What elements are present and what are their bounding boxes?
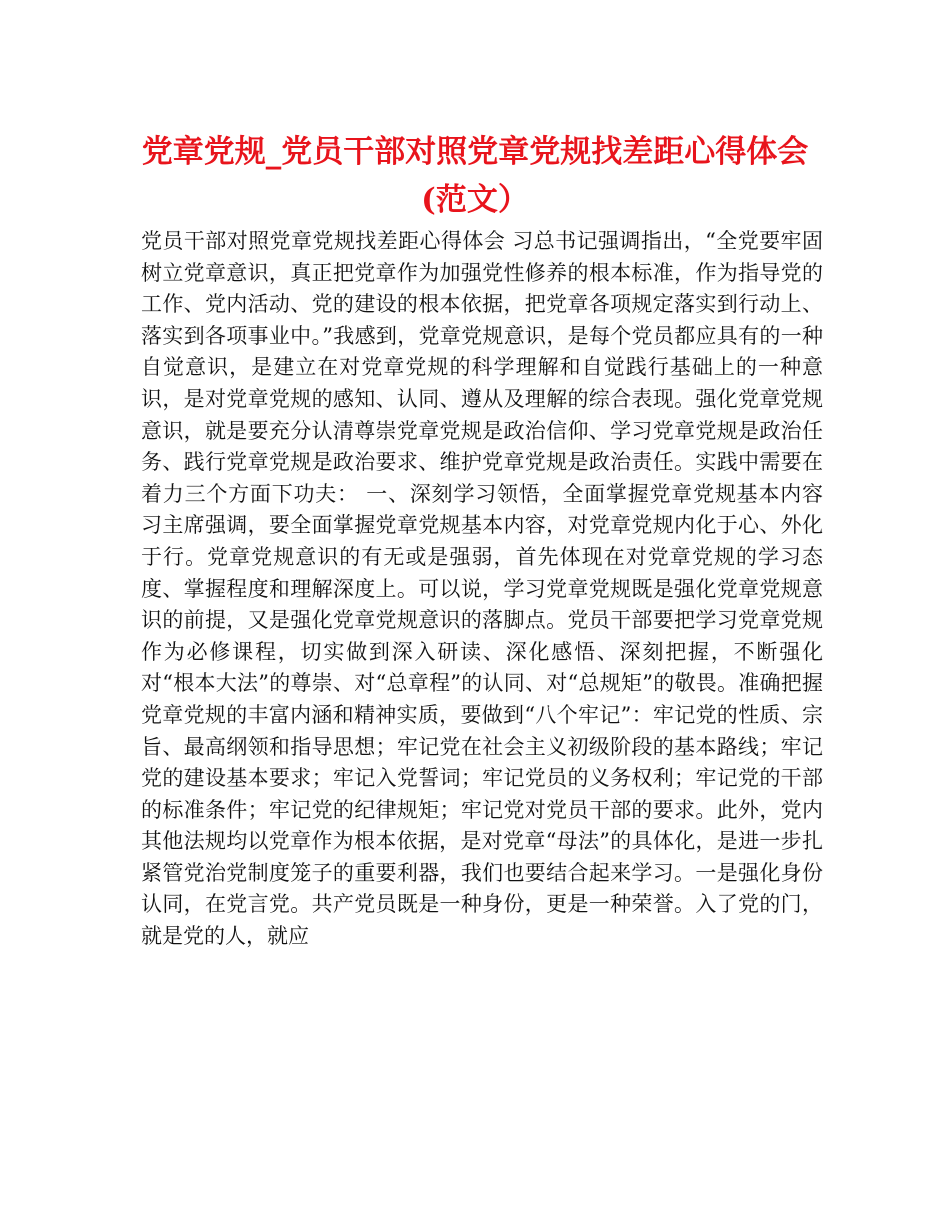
document-title: 党章党规_党员干部对照党章党规找差距心得体会(范文） bbox=[141, 134, 809, 218]
document-body: 党员干部对照党章党规找差距心得体会 习总书记强调指出，“全党要牢固树立党章意识，真正把党章作为加强党性修养的根本标准，作为指导党的工作、党内活动、党的建设的根本依据，把党章各项规定落实到行动上、落实到各项事业中。”我感到，党章党规意识，是每个党员都应具有的一种自觉意识，是建立在对党章党规的科学理解和自觉践行基础上的一种意识，是对党章党规的感知、认同、遵从及理解的综合表现。强化党章党规意识，就是要充分认清尊崇党章党规是政治信仰、学习党章党规是政治任务、践行党章党规是政治要求、维护党章党规是政治责任。实践中需要在着力三个方面下功夫： 一、深刻学习领悟，全面掌握党章党规基本内容 习主席强调，要全面掌握党章党规基本内容，对党章党规内化于心、外化于行。党章党规意识的有无或是强弱，首先体现在对党章党规的学习态度、掌握程度和理解深度上。可以说，学习党章党规既是强化党章党规意识的前提，又是强化党章党规意识的落脚点。党员干部要把学习党章党规作为必修课程，切实做到深入研读、深化感悟、深刻把握，不断强化对“根本大法”的尊崇、对“总章程”的认同、对“总规矩”的敬畏。准确把握党章党规的丰富内涵和精神实质，要做到“八个牢记”：牢记党的性质、宗旨、最高纲领和指导思想；牢记党在社会主义初级阶段的基本路线；牢记党的建设基本要求；牢记入党誓词；牢记党员的义务权利；牢记党的干部的标准条件；牢记党的纪律规矩；牢记党对党员干部的要求。此外，党内其他法规均以党章作为根本依据，是对党章“母法”的具体化，是进一步扎紧管党治党制度笼子的重要利器，我们也要结合起来学习。一是强化身份认同，在党言党。共产党员既是一种身份，更是一种荣誉。入了党的门，就是党的人，就应 bbox=[141, 229, 823, 949]
